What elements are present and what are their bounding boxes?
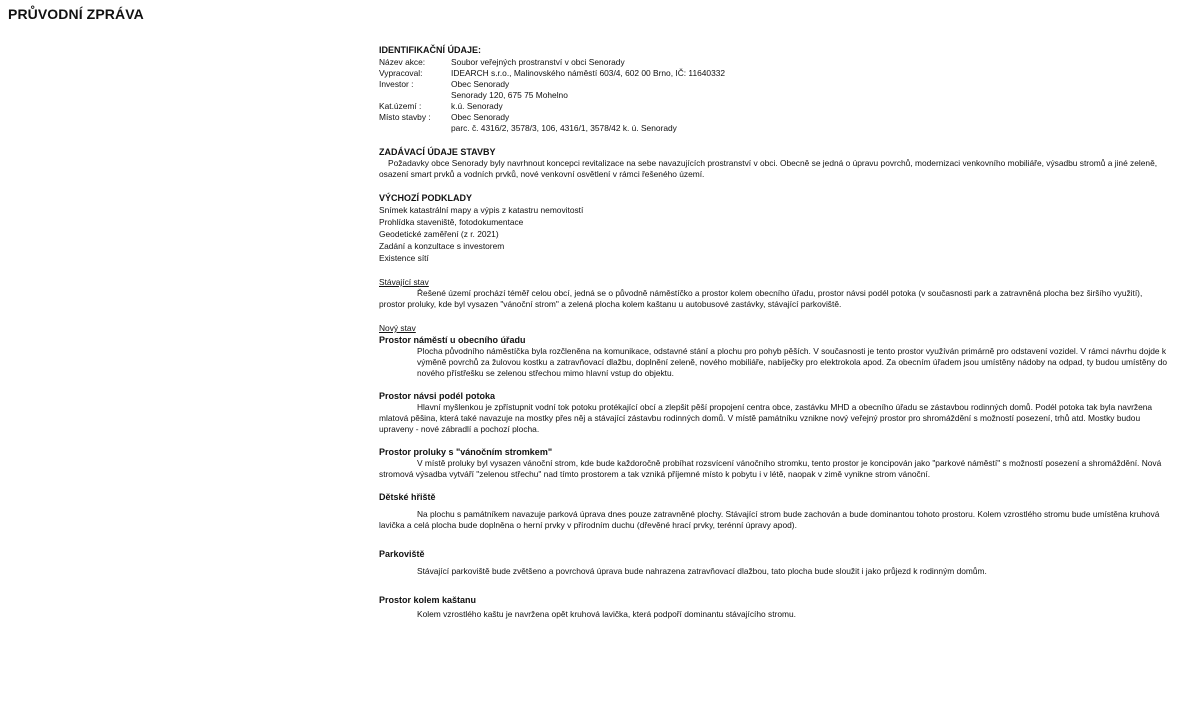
identification-section bbox=[379, 44, 1169, 134]
id-value bbox=[451, 57, 1169, 68]
zadavaci-text: Požadavky obce Senorady byly navrhnout koncepci revitalizace na sebe navazujících prostranství v obci. Obecně se jedná o úpravu povrchů, modernizaci venkovního mobiliáře, výsadbu stromů a jiné zeleně, osazení smart prvků a vodních prvků, nové venkovní osvětlení v rámci řešeného území. bbox=[379, 158, 1158, 179]
vychozi-list bbox=[379, 204, 1169, 264]
subsection-heading: Prostor kolem kaštanu bbox=[379, 595, 477, 605]
subsection-text: Stávající parkoviště bude zvětšeno a povrchová úprava bude nahrazena zatravňovací dlažbou, tato plocha bude sloužit i jako průjezd k rodinným domům. bbox=[417, 566, 987, 576]
id-row bbox=[379, 57, 1169, 68]
id-value-line: Obec Senorady bbox=[451, 112, 510, 122]
novy-subsection bbox=[379, 491, 1169, 531]
novy-heading: Nový stav bbox=[379, 323, 416, 333]
zadavaci-heading: ZADÁVACÍ ÚDAJE STAVBY bbox=[379, 147, 496, 157]
subsection-text: Kolem vzrostlého kaštu je navržena opět kruhová lavička, která podpoří dominantu stávajícího stromu. bbox=[417, 609, 796, 619]
novy-subsection bbox=[379, 548, 1169, 577]
id-label: Kat.území : bbox=[379, 101, 422, 111]
subsection-text: V místě proluky byl vysazen vánoční strom, kde bude každoročně probíhat rozsvícení vánočního stromku, tento prostor je koncipován jako "parkové náměstí" s možností posezení a shromáždění. Nová stromová výsadba vytváří "zelenou střechu" nad tímto prostorem a tak vzniká příjemné místo k pobytu i v létě, naopak v zimě vynikne strom vánoční. bbox=[379, 458, 1162, 479]
subsection-heading: Prostor návsi podél potoka bbox=[379, 391, 496, 401]
id-value-line: Obec Senorady bbox=[451, 79, 510, 89]
subsection-text: Hlavní myšlenkou je zpřístupnit vodní tok potoku protékající obcí a zlepšit pěší propojení centra obce, zastávku MHD a obecního úřadu se zástavbou rodinných domů. Podél potoka tak byla navržena mlatová pěšina, která také navazuje na mostky přes něj a stávající zástavbu rodinných domů. V místě památníku vznikne nový veřejný prostor pro shromáždění s možností posezení, trhů atd. Mostky budou upraveny - nové zábradlí a pochozí plocha. bbox=[379, 402, 1153, 434]
list-item: Snímek katastrální mapy a výpis z katastru nemovitostí bbox=[379, 205, 584, 215]
identification-heading: IDENTIFIKAČNÍ ÚDAJE: bbox=[379, 45, 482, 55]
id-label: Název akce: bbox=[379, 57, 426, 67]
id-label: Investor : bbox=[379, 79, 414, 89]
stavajici-text: Řešené území prochází téměř celou obcí, jedná se o původně náměstíčko a prostor kolem obecního úřadu, prostor návsi podél potoka (v současnosti park a zatravněná plocha bez širšího využití), prostor proluky, kde byl vysazen "vánoční strom" a zelená plocha kolem kaštanu u autobusové zastávky, stávající parkoviště. bbox=[379, 288, 1143, 309]
subsection-text: Plocha původního náměstíčka byla rozčleněna na komunikace, odstavné stání a plochu pro pohyb pěších. V současnosti je tento prostor využíván primárně pro odstavení vozidel. V rámci návrhu dojde k výměně povrchů za žulovou kostku a zatravňovací dlažbu, doplnění zeleně, nového mobiliáře, nabíječky pro elektrokola apod. Za obecním úřadem jsou umístěny nádoby na odpad, ty budou umístěny do nového přístřešku se zelenou střechou mimo hlavní vstup do objektu. bbox=[417, 346, 1168, 378]
list-item: Existence sítí bbox=[379, 253, 429, 263]
novy-section bbox=[379, 323, 1169, 620]
stavajici-heading: Stávající stav bbox=[379, 277, 429, 287]
id-value bbox=[451, 79, 1169, 101]
id-label: Vypracoval: bbox=[379, 68, 423, 78]
id-value-line: k.ú. Senorady bbox=[451, 101, 503, 111]
subsection-heading: Prostor proluky s "vánočním stromkem" bbox=[379, 447, 553, 457]
id-row bbox=[379, 79, 1169, 101]
id-value-line: Senorady 120, 675 75 Mohelno bbox=[451, 90, 568, 100]
id-value bbox=[451, 101, 1169, 112]
id-value-line: IDEARCH s.r.o., Malinovského náměstí 603/4, 602 00 Brno, IČ: 11640332 bbox=[451, 68, 726, 78]
id-value-line: Soubor veřejných prostranství v obci Senorady bbox=[451, 57, 625, 67]
id-value bbox=[451, 112, 1169, 134]
subsection-heading: Prostor náměstí u obecního úřadu bbox=[379, 335, 526, 345]
id-row bbox=[379, 112, 1169, 134]
novy-subsection bbox=[379, 334, 1169, 379]
id-value bbox=[451, 68, 1169, 79]
identification-table bbox=[379, 57, 1169, 134]
id-row bbox=[379, 68, 1169, 79]
subsection-text: Na plochu s památníkem navazuje parková úprava dnes pouze zatravněné plochy. Stávající strom bude zachován a bude dominantou tohoto prostoru. Kolem vzrostlého stromu bude umístěna kruhová lavička a celá plocha bude doplněna o herní prvky v přírodním duchu (dřevěné hrací prvky, terénní úpravy apod). bbox=[379, 509, 1160, 530]
novy-subsection bbox=[379, 390, 1169, 435]
id-label: Místo stavby : bbox=[379, 112, 431, 122]
vychozi-section bbox=[379, 192, 1169, 264]
id-value-line: parc. č. 4316/2, 3578/3, 106, 4316/1, 3578/42 k. ú. Senorady bbox=[451, 123, 677, 133]
stavajici-section bbox=[379, 277, 1169, 310]
subsection-heading: Dětské hřiště bbox=[379, 492, 436, 502]
list-item: Zadání a konzultace s investorem bbox=[379, 241, 505, 251]
vychozi-heading: VÝCHOZÍ PODKLADY bbox=[379, 193, 473, 203]
novy-subsection bbox=[379, 446, 1169, 480]
zadavaci-section bbox=[379, 146, 1169, 180]
list-item: Prohlídka staveniště, fotodokumentace bbox=[379, 217, 524, 227]
page-title: PRŮVODNÍ ZPRÁVA bbox=[8, 6, 144, 22]
novy-subsection bbox=[379, 594, 1169, 620]
list-item: Geodetické zaměření (z r. 2021) bbox=[379, 229, 499, 239]
subsection-heading: Parkoviště bbox=[379, 549, 425, 559]
id-row bbox=[379, 101, 1169, 112]
document-body bbox=[379, 44, 1169, 620]
